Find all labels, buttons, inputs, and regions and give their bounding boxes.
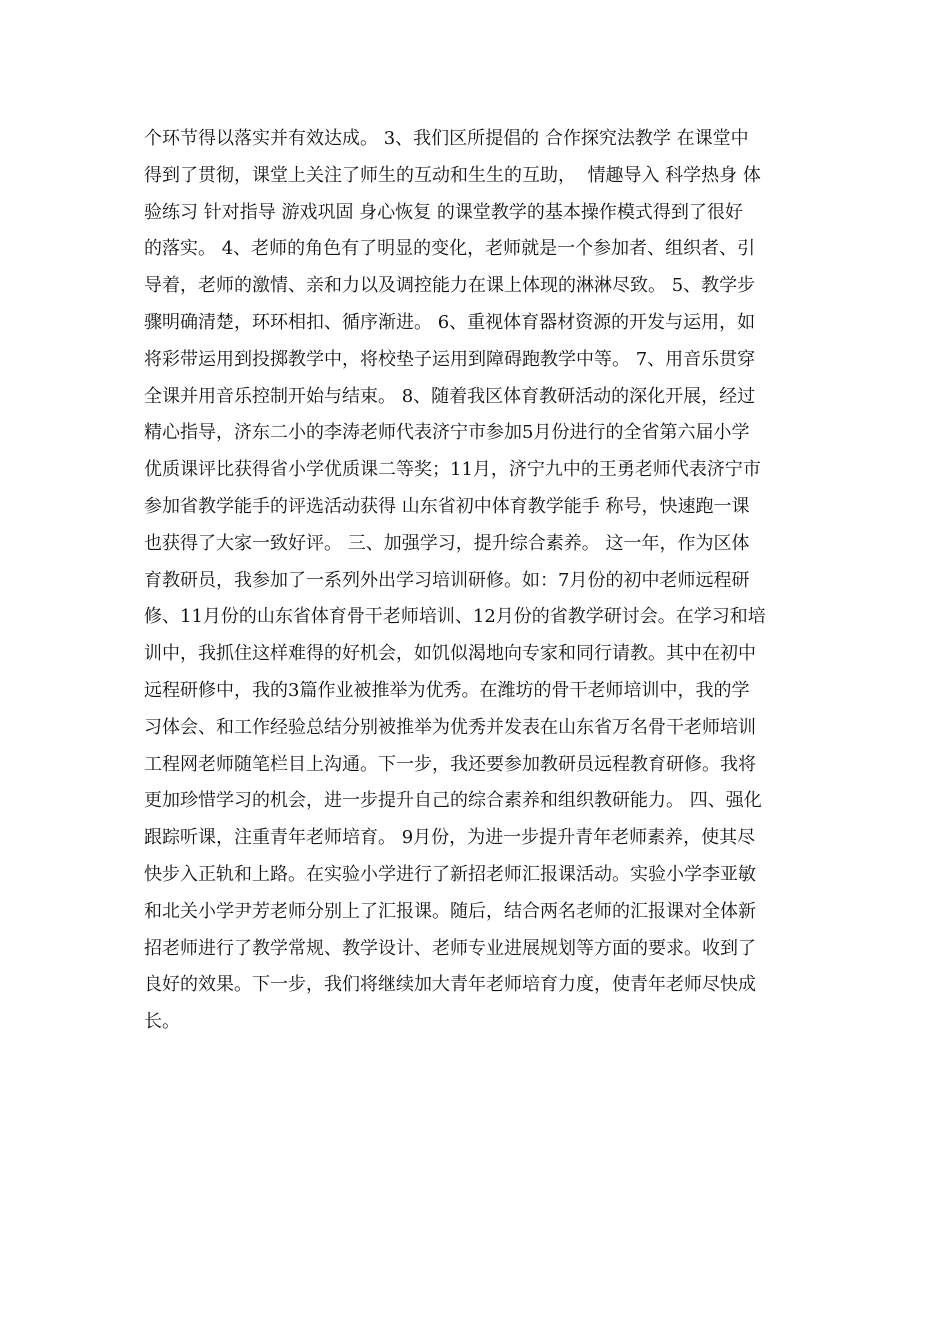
text-line: 良好的效果。下一步，我们将继续加大青年老师培育力度，使青年老师尽快成 <box>144 974 756 996</box>
text-line: 精心指导，济东二小的李涛老师代表济宁市参加5月份进行的全省第六届小学 <box>144 422 750 444</box>
text-line: 骤明确清楚，环环相扣、循序渐进。 6、重视体育器材资源的开发与运用，如 <box>144 311 756 333</box>
text-line: 验练习 针对指导 游戏巩固 身心恢复 的课堂教学的基本操作模式得到了很好 <box>144 201 743 223</box>
text-line: 育教研员，我参加了一系列外出学习培训研修。如：7月份的初中老师远程研 <box>144 569 750 591</box>
text-line: 个环节得以落实并有效达成。 3、我们区所提倡的 合作探究法教学 在课堂中 <box>144 128 749 149</box>
text-line: 远程研修中，我的3篇作业被推举为优秀。在潍坊的骨干老师培训中，我的学 <box>144 679 750 701</box>
text-line: 习体会、和工作经验总结分别被推举为优秀并发表在山东省万名骨干老师培训 <box>144 716 756 738</box>
text-line: 的落实。 4、老师的角色有了明显的变化，老师就是一个参加者、组织者、引 <box>144 238 756 260</box>
text-line: 长。 <box>144 1011 180 1033</box>
text-line: 跟踪听课，注重青年老师培育。 9月份，为进一步提升青年老师素养，使其尽 <box>144 827 756 849</box>
body-text <box>144 121 814 1041</box>
text-line: 优质课评比获得省小学优质课二等奖；11月，济宁九中的王勇老师代表济宁市 <box>144 459 761 481</box>
text-line: 得到了贯彻，课堂上关注了师生的互动和生生的互助， 情趣导入 科学热身 体 <box>144 164 761 186</box>
text-line: 更加珍惜学习的机会，进一步提升自己的综合素养和组织教研能力。 四、强化 <box>144 790 762 812</box>
text-line: 参加省教学能手的评选活动获得 山东省初中体育教学能手 称号，快速跑一课 <box>144 495 750 517</box>
text-line: 快步入正轨和上路。在实验小学进行了新招老师汇报课活动。实验小学李亚敏 <box>144 863 756 885</box>
text-line: 导着，老师的激情、亲和力以及调控能力在课上体现的淋淋尽致。 5、教学步 <box>144 275 756 297</box>
text-line: 全课并用音乐控制开始与结束。 8、随着我区体育教研活动的深化开展，经过 <box>144 385 756 407</box>
text-line: 将彩带运用到投掷教学中，将校垫子运用到障碍跑教学中等。 7、用音乐贯穿 <box>144 348 756 370</box>
text-line: 工程网老师随笔栏目上沟通。下一步，我还要参加教研员远程教育研修。我将 <box>144 753 756 775</box>
text-line: 修、11月份的山东省体育骨干老师培训、12月份的省教学研讨会。在学习和培 <box>144 606 766 628</box>
text-line: 训中，我抓住这样难得的好机会，如饥似渴地向专家和同行请教。其中在初中 <box>144 643 756 665</box>
text-line: 招老师进行了教学常规、教学设计、老师专业进展规划等方面的要求。收到了 <box>144 937 756 959</box>
text-line: 和北关小学尹芳老师分别上了汇报课。随后，结合两名老师的汇报课对全体新 <box>144 900 756 922</box>
text-line: 也获得了大家一致好评。 三、加强学习，提升综合素养。 这一年，作为区体 <box>144 532 750 554</box>
